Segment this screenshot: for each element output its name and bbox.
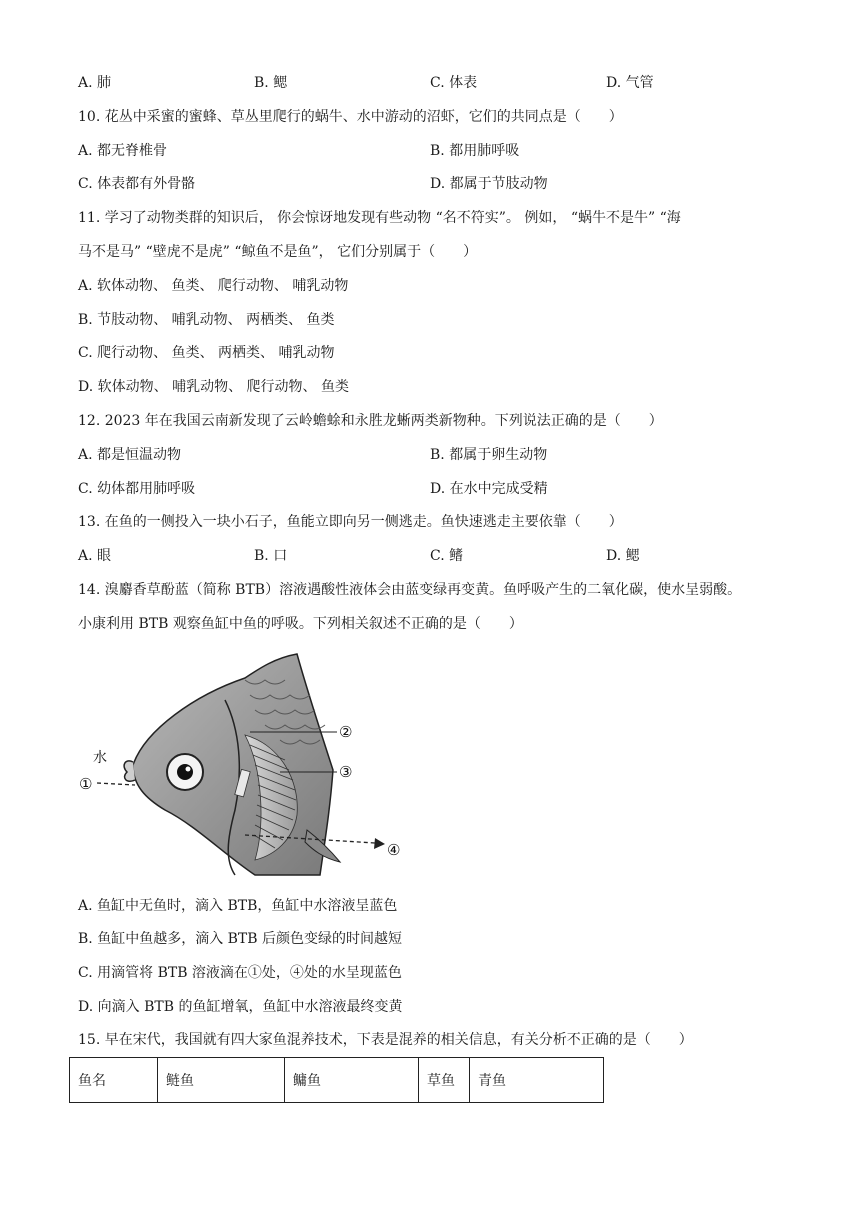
q14-stem-line2: 小康利用 BTB 观察鱼缸中鱼的呼吸。下列相关叙述不正确的是（ ） xyxy=(78,616,523,632)
q12-option-b: B. 都属于卵生动物 xyxy=(430,447,548,463)
q11-option-d: D. 软体动物、 哺乳动物、 爬行动物、 鱼类 xyxy=(78,379,349,395)
q14-option-a: A. 鱼缸中无鱼时，滴入 BTB，鱼缸中水溶液呈蓝色 xyxy=(78,898,398,914)
q10-stem: 10. 花丛中采蜜的蜜蜂、草丛里爬行的蜗牛、水中游动的沼虾，它们的共同点是（ ） xyxy=(78,109,623,125)
q14-option-d: D. 向滴入 BTB 的鱼缸增氧，鱼缸中水溶液最终变黄 xyxy=(78,999,403,1015)
q11-option-c: C. 爬行动物、 鱼类、 两栖类、 哺乳动物 xyxy=(78,345,335,361)
water-label: 水 xyxy=(93,750,107,766)
table-cell: 鳙鱼 xyxy=(285,1058,419,1103)
q13-stem: 13. 在鱼的一侧投入一块小石子，鱼能立即向另一侧逃走。鱼快速逃走主要依靠（ ） xyxy=(78,514,623,530)
table-cell: 鱼名 xyxy=(70,1058,158,1103)
q11-stem-line2: 马不是马” “壁虎不是虎” “鲸鱼不是鱼”， 它们分别属于（ ） xyxy=(78,244,478,260)
table-cell: 鲢鱼 xyxy=(158,1058,285,1103)
q12-option-a: A. 都是恒温动物 xyxy=(78,447,182,463)
fish-info-table xyxy=(69,1057,604,1103)
q12-stem: 12. 2023 年在我国云南新发现了云岭蟾蜍和永胜龙蜥两类新物种。下列说法正确的是（ ） xyxy=(78,413,663,429)
marker-2: ② xyxy=(339,723,353,741)
q13-option-a: A. 眼 xyxy=(78,548,112,564)
q9-option-a: A. 肺 xyxy=(78,75,112,91)
flow-arrowhead xyxy=(374,838,385,849)
marker-3: ③ xyxy=(339,763,353,781)
q10-option-c: C. 体表都有外骨骼 xyxy=(78,176,196,192)
q10-option-b: B. 都用肺呼吸 xyxy=(430,143,520,159)
q9-option-d: D. 气管 xyxy=(606,75,654,91)
q11-stem-line1: 11. 学习了动物类群的知识后， 你会惊讶地发现有些动物 “名不符实”。 例如， “蜗牛不是牛” “海 xyxy=(78,210,681,226)
q15-stem: 15. 早在宋代，我国就有四大家鱼混养技术，下表是混养的相关信息，有关分析不正确的是（ ） xyxy=(78,1032,693,1048)
q14-option-b: B. 鱼缸中鱼越多，滴入 BTB 后颜色变绿的时间越短 xyxy=(78,931,403,947)
q9-option-c: C. 体表 xyxy=(430,75,478,91)
q12-option-d: D. 在水中完成受精 xyxy=(430,481,548,497)
q11-option-b: B. 节肢动物、 哺乳动物、 两栖类、 鱼类 xyxy=(78,312,335,328)
q13-option-d: D. 鳃 xyxy=(606,548,640,564)
q13-option-c: C. 鳍 xyxy=(430,548,464,564)
q12-option-c: C. 幼体都用肺呼吸 xyxy=(78,481,196,497)
q14-option-c: C. 用滴管将 BTB 溶液滴在①处，④处的水呈现蓝色 xyxy=(78,965,402,981)
q10-option-d: D. 都属于节肢动物 xyxy=(430,176,548,192)
fish-body xyxy=(133,654,333,875)
q9-option-b: B. 鳃 xyxy=(254,75,288,91)
marker-4: ④ xyxy=(387,841,401,859)
fish-respiration-figure xyxy=(75,650,405,880)
q14-stem-line1: 14. 溴麝香草酚蓝（简称 BTB）溶液遇酸性液体会由蓝变绿再变黄。鱼呼吸产生的二氧化碳，使水呈弱酸。 xyxy=(78,582,742,598)
table-header-row xyxy=(70,1058,604,1103)
q10-option-a: A. 都无脊椎骨 xyxy=(78,143,168,159)
table-cell: 草鱼 xyxy=(419,1058,470,1103)
q11-option-a: A. 软体动物、 鱼类、 爬行动物、 哺乳动物 xyxy=(78,278,349,294)
q13-option-b: B. 口 xyxy=(254,548,288,564)
marker-1: ① xyxy=(79,775,93,793)
table-cell: 青鱼 xyxy=(470,1058,604,1103)
